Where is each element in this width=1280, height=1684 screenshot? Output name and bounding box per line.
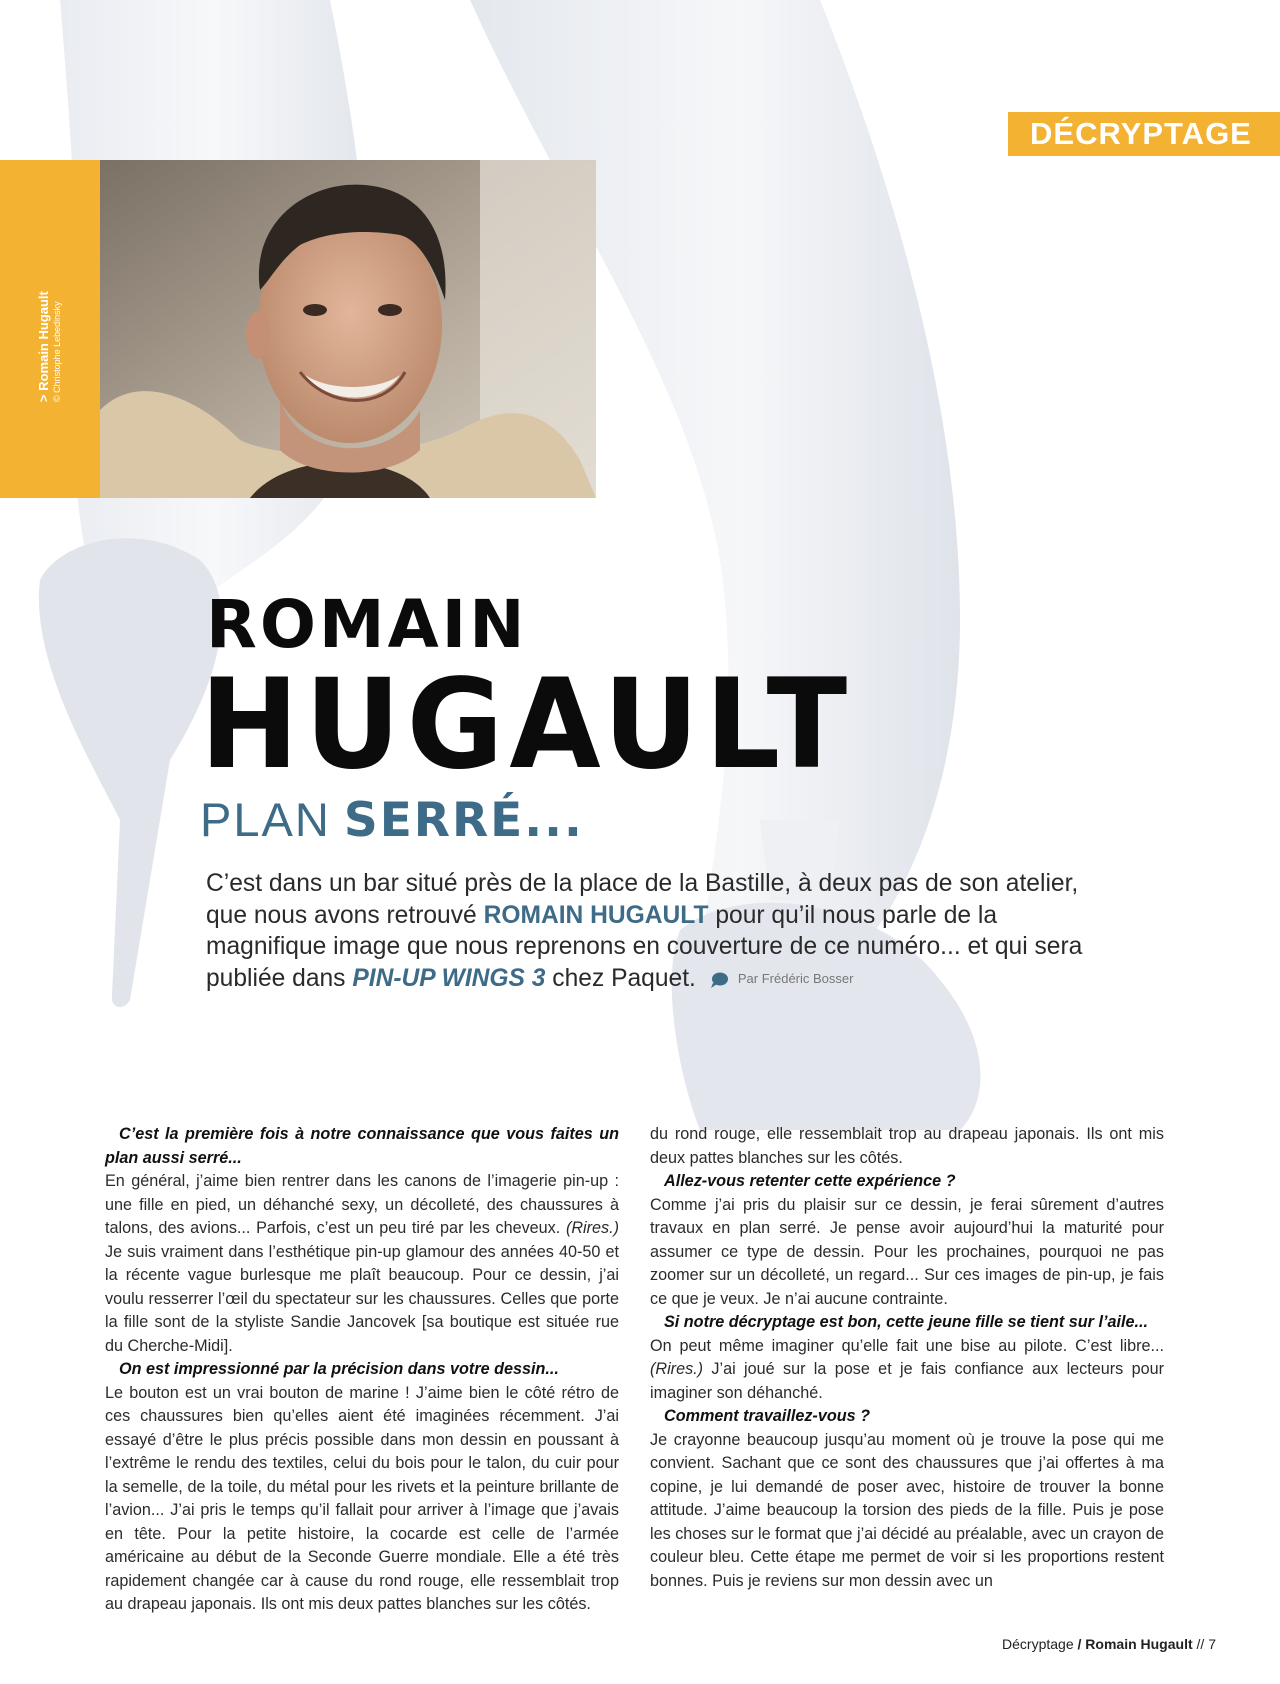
answer-2-continued: du rond rouge, elle ressemblait trop au drapeau japonais. Ils ont mis deux pattes blanches sur les côtés. <box>650 1125 1164 1167</box>
section-tag: DÉCRYPTAGE <box>1008 112 1280 156</box>
intro-text-3: chez Paquet. <box>552 964 696 992</box>
question-2: On est impressionné par la précision dans votre dessin... <box>119 1360 559 1378</box>
headline-first-name: ROMAIN <box>206 586 528 663</box>
answer-1-text-b: Je suis vraiment dans l’esthétique pin-up glamour des années 40-50 et la récente vague burlesque me plaît beaucoup. Pour ce dessin, j’ai voulu resserrer l’œil du spectateur sur les chaussures. Celles que porte la fille sont de la styliste Sandie Jancovek [sa boutique est située rue du Cherche-Midi]. <box>105 1242 619 1355</box>
answer-1-text-a: En général, j’aime bien rentrer dans les canons de l’imagerie pin-up : une fille en pied, un déhanché sexy, un décolleté, des chaussures à talons, des avions... Parfois, c’est un peu tiré par les cheveux. <box>105 1172 619 1237</box>
footer-section: Décryptage <box>1002 1636 1074 1652</box>
photo-caption <box>36 291 62 402</box>
subhead <box>200 793 584 848</box>
answer-5: Je crayonne beaucoup jusqu’au moment où je trouve la pose qui me convient. Sachant que ce sont des chaussures que j’ai offertes à ma copine, je lui demandé de poser avec, histoire de trouver la bonne attitude. J’aime beaucoup la torsion des pieds de la fille. Puis je pose les choses sur le format que j’ai décidé au préalable, avec un crayon de couleur bleu. Cette étape me permet de voir si les proportions restent bonnes. Puis je reviens sur mon dessin avec un <box>650 1430 1164 1590</box>
answer-4-text-b: J’ai joué sur la pose et je fais confiance aux lecteurs pour imaginer son déhanché. <box>650 1360 1164 1402</box>
answer-4-rires: (Rires.) <box>650 1360 704 1378</box>
article-column-left <box>105 1123 619 1640</box>
intro-book-title: PIN-UP WINGS 3 <box>352 964 546 992</box>
speech-bubble-icon <box>710 972 728 988</box>
portrait-photo <box>100 160 596 498</box>
intro-paragraph <box>206 868 1106 995</box>
photo-caption-name: > Romain Hugault <box>36 291 51 402</box>
subhead-bold: SERRÉ... <box>343 793 584 848</box>
answer-4-text-a: On peut même imaginer qu’elle fait une bise au pilote. C’est libre... <box>650 1336 1164 1355</box>
question-1: C’est la première fois à notre connaissance que vous faites un plan aussi serré... <box>105 1125 619 1167</box>
intro-text-2: pour qu’il nous parle de la magnifique image que nous reprenons en couverture de ce numéro... et qui sera publiée dans <box>206 901 1083 992</box>
page-footer <box>1002 1636 1216 1652</box>
question-4: Si notre décryptage est bon, cette jeune fille se tient sur l’aile... <box>664 1313 1148 1331</box>
headline-last-name: HUGAULT <box>200 651 854 797</box>
intro-text-1: C’est dans un bar situé près de la place de la Bastille, à deux pas de son atelier, que nous avons retrouvé <box>206 870 1079 929</box>
byline-text: Par Frédéric Bosser <box>737 971 854 987</box>
intro-artist-name: ROMAIN HUGAULT <box>483 901 709 929</box>
subhead-light: PLAN <box>200 793 331 846</box>
answer-4 <box>650 1335 1164 1406</box>
answer-1-rires: (Rires.) <box>565 1219 620 1237</box>
footer-separator: / <box>1077 1636 1082 1652</box>
answer-2: Le bouton est un vrai bouton de marine ! J’aime bien le côté rétro de ces chaussures bien qu’elles aient été imaginées récemment. J’ai essayé d’être le plus précis possible dans mon dessin en poussant à l’extrême le rendu des textiles, celui du bois pour le talon, du cuir pour la semelle, de la toile, du métal pour les rivets et la peinture brillante de l’avion... J’ai pris le temps qu’il fallait pour arriver à l’image que j’avais en tête. Pour la petite histoire, la cocarde est celle de l’armée américaine au début de la Seconde Guerre mondiale. Elle a été très rapidement changée car à cause du rond rouge, elle ressemblait trop au drapeau japonais. Ils ont mis deux pattes blanches sur les côtés. <box>105 1383 619 1613</box>
byline <box>710 963 854 995</box>
footer-subject: Romain Hugault <box>1085 1636 1193 1652</box>
footer-page-number: // 7 <box>1196 1636 1216 1652</box>
question-3: Allez-vous retenter cette expérience ? <box>664 1172 956 1190</box>
answer-1 <box>105 1170 619 1358</box>
question-5: Comment travaillez-vous ? <box>664 1407 870 1425</box>
photo-caption-credit: © Christophe Lebedinsky <box>52 301 62 402</box>
article-column-right <box>650 1123 1164 1593</box>
answer-3: Comme j’ai pris du plaisir sur ce dessin, je ferai sûrement d’autres travaux en plan serré. Je pense avoir aujourd’hui la maturité pour assumer ce type de dessin. Pour les prochaines, pourquoi ne pas zoomer sur un décolleté, un regard... Sur ces images de pin-up, je fais ce que je veux. Je n’ai aucune contrainte. <box>650 1195 1164 1308</box>
